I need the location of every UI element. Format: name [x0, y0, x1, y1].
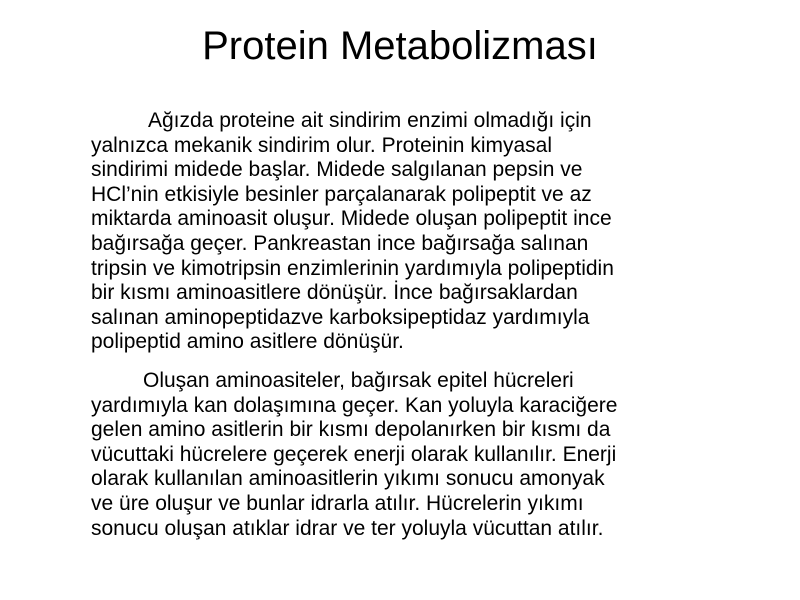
text-line: Ağızda proteine ait sindirim enzimi olmadığı için [148, 109, 592, 132]
text-line: Oluşan aminoasiteler, bağırsak epitel hücreleri [143, 368, 574, 392]
text-line: yardımıyla kan dolaşımına geçer. Kan yoluyla karaciğere [91, 393, 618, 417]
slide-body [91, 109, 771, 541]
text-line: yalnızca mekanik sindirim olur. Proteinin kimyasal [91, 133, 553, 157]
text-line: polipeptid amino asitlere dönüşür. [91, 330, 404, 354]
text-line: bağırsağa geçer. Pankreastan ince bağırsağa salınan [91, 231, 589, 255]
text-line: bir kısmı aminoasitlere dönüşür. İnce bağırsaklardan [91, 281, 578, 305]
text-line: salınan aminopeptidazve karboksipeptidaz yardımıyla [91, 305, 590, 329]
text-line: gelen amino asitlerin bir kısmı depolanırken bir kısmı da [91, 418, 611, 442]
paragraph-absorption [91, 369, 771, 541]
text-line: vücuttaki hücrelere geçerek enerji olarak kullanılır. Enerji [91, 442, 617, 466]
text-line: tripsin ve kimotripsin enzimlerinin yardımıyla polipeptidin [91, 256, 614, 280]
text-line: miktarda aminoasit oluşur. Midede oluşan polipeptit ince [91, 207, 612, 231]
text-line: sonucu oluşan atıklar idrar ve ter yoluyla vücuttan atılır. [91, 516, 604, 540]
paragraph-digestion [91, 109, 771, 355]
text-line: HCl’nin etkisiyle besinler parçalanarak polipeptit ve az [91, 182, 592, 206]
text-line: olarak kullanılan aminoasitlerin yıkımı sonucu amonyak [91, 467, 605, 491]
text-line: sindirimi midede başlar. Midede salgılanan pepsin ve [91, 158, 583, 182]
text-line: ve üre oluşur ve bunlar idrarla atılır. Hücrelerin yıkımı [91, 491, 584, 515]
slide-title: Protein Metabolizması [202, 24, 598, 68]
